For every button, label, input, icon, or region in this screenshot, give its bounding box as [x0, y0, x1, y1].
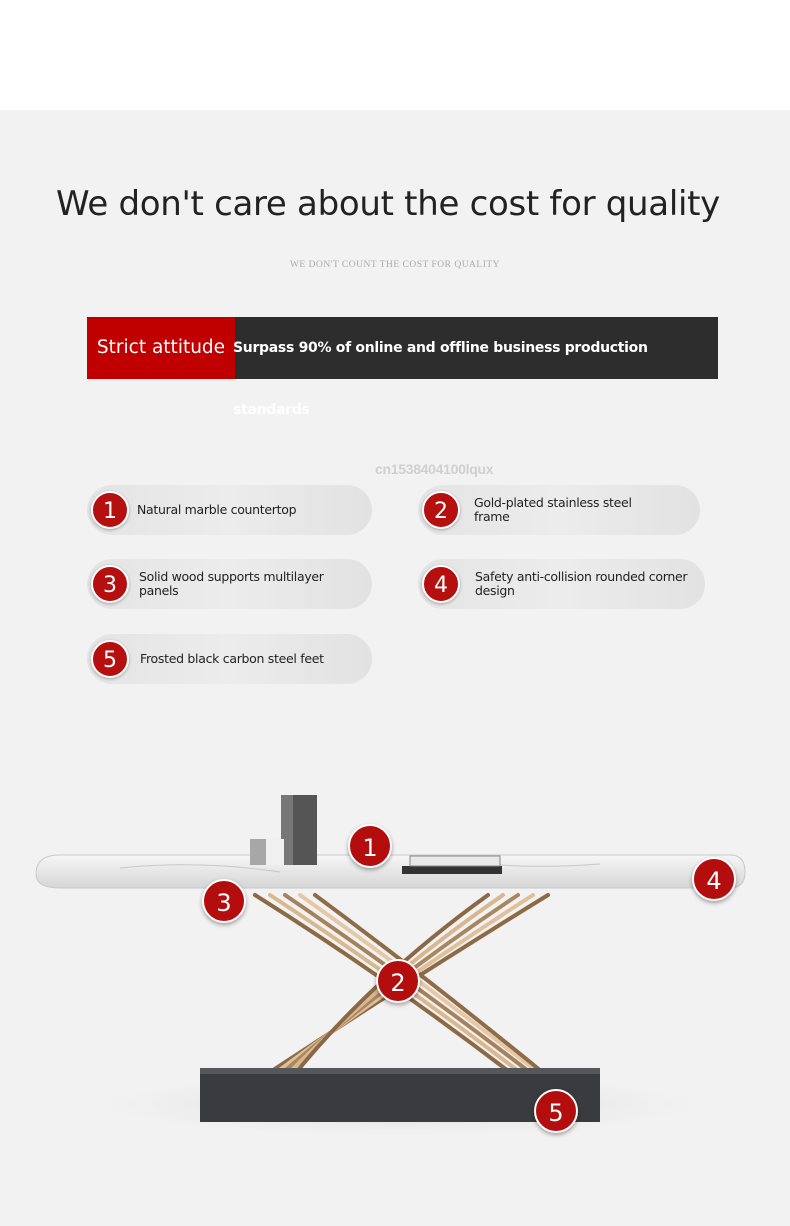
- page-subheadline: WE DON'T COUNT THE COST FOR QUALITY: [289, 260, 501, 270]
- callout-badge-1: 1: [348, 824, 392, 868]
- feature-item-3: [87, 559, 372, 609]
- callout-badge-3: 3: [202, 879, 246, 923]
- feature-label-1: Natural marble countertop: [137, 502, 297, 517]
- book-top: [410, 856, 500, 866]
- feature-number-1: 1: [91, 491, 129, 529]
- callout-badge-4: 4: [692, 857, 736, 901]
- feature-item-5: [87, 634, 372, 684]
- feature-number-2: 2: [422, 491, 460, 529]
- callout-badge-5: 5: [534, 1089, 578, 1133]
- books-decor: [402, 866, 502, 874]
- feature-label-5: Frosted black carbon steel feet: [140, 651, 324, 666]
- banner-text: Surpass 90% of online and offline business production standards: [233, 340, 648, 418]
- base-top-edge: [200, 1068, 600, 1074]
- feature-number-3: 3: [91, 565, 129, 603]
- feature-label-3: Solid wood supports multilayer panels: [139, 569, 324, 598]
- feature-label-4: Safety anti-collision rounded corner design: [475, 569, 688, 598]
- feature-item-4: [418, 559, 705, 609]
- banner-tag: Strict attitude: [87, 317, 235, 379]
- watermark: cn1538404100lqux: [375, 461, 494, 477]
- feature-number-5: 5: [91, 640, 129, 678]
- block-decor-face: [266, 839, 284, 865]
- page-headline: We don't care about the cost for quality: [56, 184, 720, 224]
- callout-badge-2: 2: [376, 959, 420, 1003]
- marble-countertop: [36, 855, 745, 888]
- feature-item-2: [418, 485, 700, 535]
- feature-label-2: Gold-plated stainless steel frame: [474, 495, 632, 524]
- feature-item-1: [87, 485, 372, 535]
- attitude-banner: [87, 317, 718, 418]
- feature-number-4: 4: [422, 565, 460, 603]
